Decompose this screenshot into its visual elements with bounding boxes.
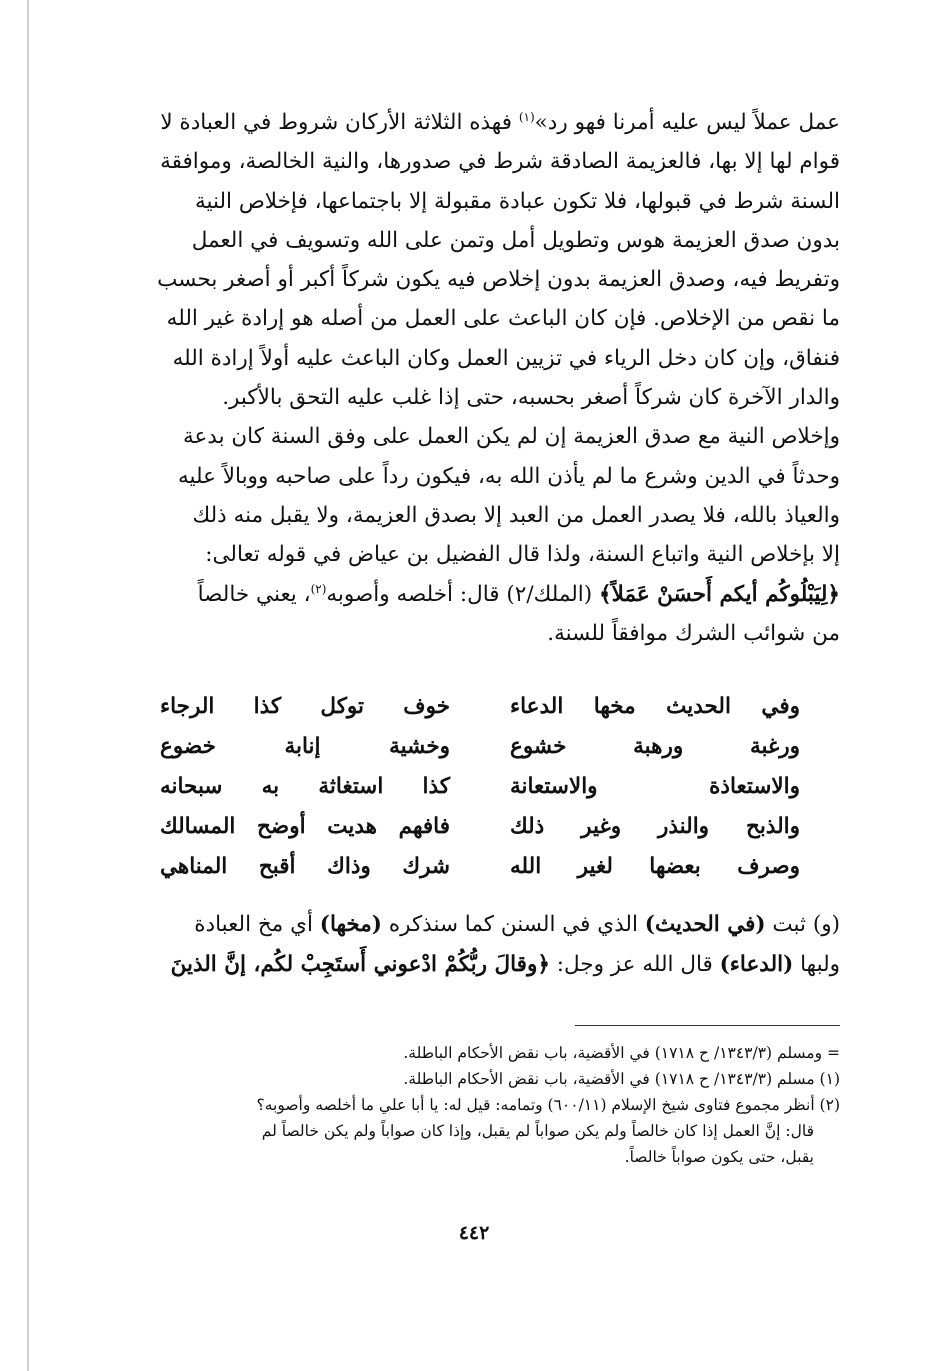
poem-hemistich-right: والاستعاذة والاستعانة xyxy=(510,774,800,799)
quran-verse: ﴿لِيَبْلُوكُم أيكم أَحسَنْ عَمَلاً﴾ xyxy=(599,581,840,607)
text-span: فهذه الثلاثة الأركان شروط في العبادة لا xyxy=(160,110,519,135)
text-span: (و) ثبت xyxy=(765,912,840,937)
poem-hemistich-right: وصرف بعضها لغير الله xyxy=(510,854,800,879)
poem-hemistich-right: ورغبة ورهبة خشوع xyxy=(510,734,800,759)
footnote-ref[interactable]: (٢) xyxy=(310,581,327,596)
quran-line xyxy=(128,575,840,614)
text-span: أي مخ العبادة xyxy=(194,912,320,937)
poem-verse xyxy=(160,767,800,807)
page-edge-line xyxy=(27,0,29,1371)
footnote-1: (١) مسلم (١٣٤٣/٣/ ح ١٧١٨) في الأقضية، باب نقض الأحكام الباطلة. xyxy=(403,1070,840,1088)
footnote-2-cont: قال: إنَّ العمل إذا كان خالصاً ولم يكن صواباً لم يقبل، وإذا كان صواباً ولم يكن خالصاً لم xyxy=(261,1122,814,1140)
commentary-text xyxy=(128,905,840,985)
poem-hemistich-left: كذا استغاثة به سبحانه xyxy=(160,774,450,799)
text-line: فنفاق، وإن كان دخل الرياء في تزيين العمل وكان الباعث عليه أولاً إرادة الله xyxy=(172,345,840,371)
keyword: (مخها) xyxy=(319,912,382,937)
text-line xyxy=(128,103,840,142)
keyword: (في الحديث) xyxy=(644,912,766,937)
text-line xyxy=(128,905,840,945)
text-span: عمل عملاً ليس عليه أمرنا فهو رد» xyxy=(534,110,840,135)
poem-hemistich-left: وخشية إنابة خضوع xyxy=(160,734,450,759)
verse-reference: (الملك/٢) قال: أخلصه وأصوبه xyxy=(326,581,600,607)
poem-hemistich-left: شرك وذاك أقبح المناهي xyxy=(160,854,450,879)
text-line: قوام لها إلا بها، فالعزيمة الصادقة شرط في صدورها، والنية الخالصة، وموافقة xyxy=(160,149,840,175)
main-text xyxy=(128,103,840,653)
poem-verse xyxy=(160,687,800,727)
text-span: الذي في السنن كما سنذكره xyxy=(381,912,645,937)
text-line: السنة شرط في قبولها، فلا تكون عبادة مقبولة إلا باجتماعها، فإخلاص النية xyxy=(194,188,840,214)
text-line xyxy=(128,945,840,985)
footnote-2-cont: يقبل، حتى يكون صواباً خالصاً. xyxy=(624,1148,814,1166)
footnote-ref[interactable]: (١) xyxy=(518,109,535,124)
poem-hemistich-left: خوف توكل كذا الرجاء xyxy=(160,694,450,719)
text-line: والعياذ بالله، فلا يصدر العمل من العبد إلا بصدق العزيمة، ولا يقبل منه ذلك xyxy=(192,502,840,528)
text-line: بدون صدق العزيمة هوس وتطويل أمل وتمن على الله وتسويف في العمل xyxy=(191,227,840,253)
text-span: ، يعني خالصاً xyxy=(197,581,311,607)
poem-verse xyxy=(160,807,800,847)
footnote-2: (٢) أنظر مجموع فتاوى شيخ الإسلام (٦٠٠/١١) وتمامه: قيل له: يا أبا علي ما أخلصه وأصوبه؟ xyxy=(256,1096,840,1114)
poem-hemistich-right: وفي الحديث مخها الدعاء xyxy=(510,694,800,719)
keyword: (الدعاء) xyxy=(719,952,794,977)
footnote-continuation: = ومسلم (١٣٤٣/٣/ ح ١٧١٨) في الأقضية، باب نقض الأحكام الباطلة. xyxy=(403,1044,840,1062)
poem-hemistich-left: فافهم هديت أوضح المسالك xyxy=(160,814,450,839)
text-line: وتفريط فيه، وصدق العزيمة بدون إخلاص فيه يكون شركاً أكبر أو أصغر بحسب xyxy=(157,267,840,293)
text-line: وحدثاً في الدين وشرع ما لم يأذن الله به، فيكون رداً على صاحبه ووبالاً عليه xyxy=(177,463,840,489)
text-line: وإخلاص النية مع صدق العزيمة إن لم يكن العمل على وفق السنة كان بدعة xyxy=(182,424,840,450)
text-line: والدار الآخرة كان شركاً أصغر بحسبه، حتى إذا غلب عليه التحق بالأكبر. xyxy=(222,385,840,411)
footnote-separator xyxy=(575,1025,840,1026)
poem-verse xyxy=(160,727,800,767)
poem-block xyxy=(160,687,800,887)
poem-verse xyxy=(160,847,800,887)
page-number: ٤٤٢ xyxy=(458,1222,490,1244)
quran-verse: ﴿وقالَ ربُّكُمْ ادْعوني أَستَجِبْ لكُم، إنَّ الذينَ xyxy=(170,952,550,977)
poem-hemistich-right: والذبح والنذر وغير ذلك xyxy=(510,814,800,839)
text-line: من شوائب الشرك موافقاً للسنة. xyxy=(547,620,840,646)
text-line: إلا بإخلاص النية واتباع السنة، ولذا قال الفضيل بن عياض في قوله تعالى: xyxy=(205,542,840,568)
footnotes xyxy=(128,1040,840,1170)
text-span: ولبها xyxy=(793,952,840,977)
text-span: قال الله عز وجل: xyxy=(549,952,720,977)
text-line: ما نقص من الإخلاص. فإن كان الباعث على العمل من أصله هو إرادة غير الله xyxy=(166,306,840,332)
